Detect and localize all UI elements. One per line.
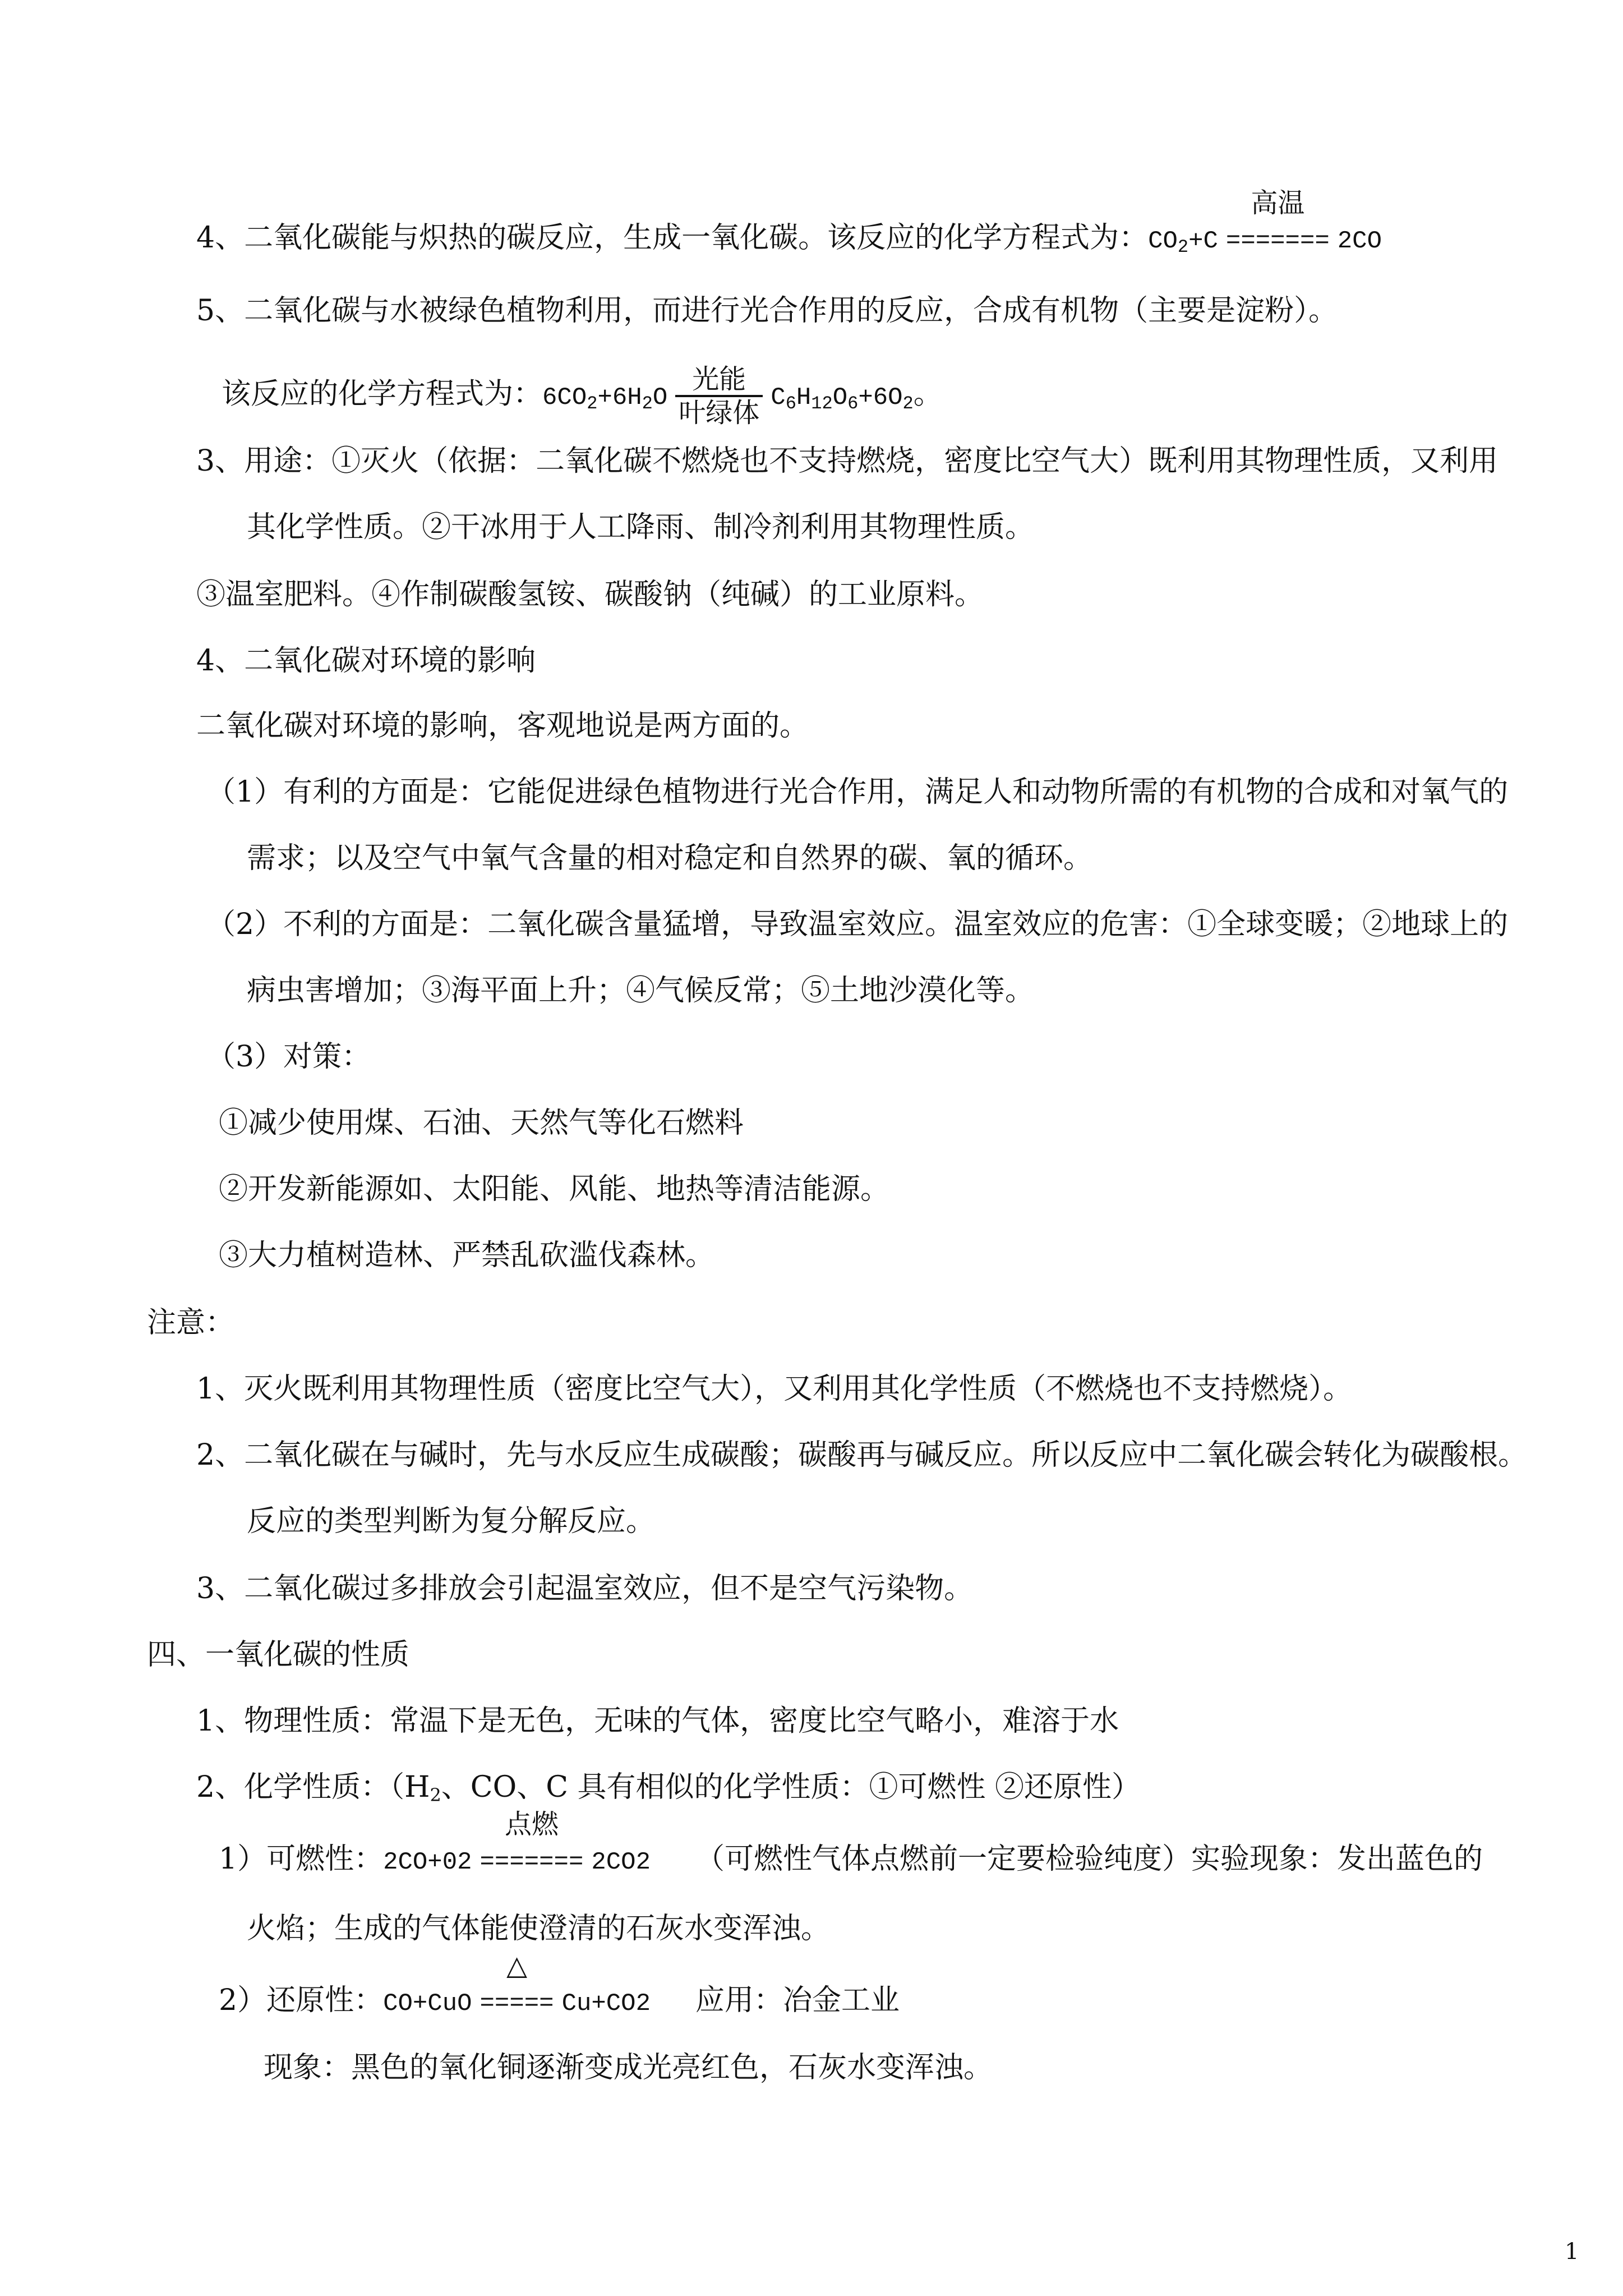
line-harm: （2）不利的方面是：二氧化碳含量猛增，导致温室效应。温室效应的危害：①全球变暖；②地球上的 bbox=[206, 908, 1509, 941]
line-note-2: 2、二氧化碳在与碱时，先与水反应生成碳酸；碳酸再与碱反应。所以反应中二氧化碳会转化为碳酸根。 bbox=[196, 1438, 1528, 1472]
formula-reactants: CO+CuO bbox=[383, 1990, 472, 2018]
line-note-2-cont: 反应的类型判断为复分解反应。 bbox=[247, 1504, 656, 1538]
heading-co-properties: 四、一氧化碳的性质 bbox=[147, 1638, 410, 1672]
formula-product: 2CO2 bbox=[591, 1848, 651, 1876]
line-uses: 3、用途：①灭火（依据：二氧化碳不燃烧也不支持燃烧，密度比空气大）既利用其物理性质，又利用 bbox=[196, 444, 1498, 478]
condition-top: 光能 bbox=[675, 364, 763, 397]
line-measure-3: ③大力植树造林、严禁乱砍滥伐森林。 bbox=[219, 1239, 715, 1272]
text: 、CO、C 具有相似的化学性质：①可燃性 ②还原性） bbox=[441, 1770, 1141, 1804]
text: 应用：冶金工业 bbox=[695, 1984, 900, 2017]
line-benefit-cont: 需求；以及空气中氧气含量的相对稳定和自然界的碳、氧的循环。 bbox=[247, 841, 1093, 875]
line-measure-2: ②开发新能源如、太阳能、风能、地热等清洁能源。 bbox=[219, 1172, 890, 1206]
line-chemical-properties bbox=[196, 1769, 1141, 1805]
line-note-1: 1、灭火既利用其物理性质（密度比空气大），又利用其化学性质（不燃烧也不支持燃烧）。 bbox=[196, 1372, 1353, 1406]
text: 该反应的化学方程式为： bbox=[222, 377, 543, 411]
reaction-condition-light bbox=[675, 364, 763, 429]
subscript-2: 2 bbox=[430, 1784, 441, 1806]
text: 。 bbox=[913, 377, 943, 411]
reaction-condition-heat bbox=[479, 1950, 554, 2022]
equals-bar: ===== bbox=[479, 1990, 554, 2018]
heading-notes: 注意： bbox=[147, 1306, 235, 1340]
line-phenomenon: 现象：黑色的氧化铜逐渐变成光亮红色，石灰水变浑浊。 bbox=[264, 2051, 993, 2085]
line-measure-1: ①减少使用煤、石油、天然气等化石燃料 bbox=[219, 1106, 744, 1140]
line-combustibility-cont: 火焰；生成的气体能使澄清的石灰水变浑浊。 bbox=[247, 1912, 831, 1945]
line-harm-cont: 病虫害增加；③海平面上升；④气候反常；⑤土地沙漠化等。 bbox=[247, 974, 1035, 1007]
line-countermeasures: （3）对策： bbox=[206, 1040, 371, 1074]
line-photosynthesis: 5、二氧化碳与水被绿色植物利用，而进行光合作用的反应，合成有机物（主要是淀粉）。 bbox=[196, 294, 1338, 328]
line-co2-carbon-reaction bbox=[196, 187, 1382, 259]
condition-label: 高温 bbox=[1251, 187, 1305, 219]
line-benefit: （1）有利的方面是：它能促进绿色植物进行光合作用，满足人和动物所需的有机物的合成和对氧气的 bbox=[206, 775, 1509, 809]
line-photosynthesis-equation bbox=[222, 364, 943, 429]
line-two-sides: 二氧化碳对环境的影响，客观地说是两方面的。 bbox=[196, 709, 809, 743]
formula-products: $C_6H_{12}O_6+6O_2$ bbox=[771, 383, 914, 414]
formula-reactants: $6CO_2+6H_2O$ bbox=[542, 383, 668, 414]
page-number: 1 bbox=[1565, 2239, 1579, 2265]
formula-reactants: 2CO+02 bbox=[383, 1848, 472, 1876]
text: 4、二氧化碳能与炽热的碳反应，生成一氧化碳。该反应的化学方程式为： bbox=[196, 221, 1149, 255]
line-reducibility bbox=[219, 1950, 900, 2022]
text: 2）还原性： bbox=[219, 1984, 384, 2017]
reaction-condition-ignite bbox=[479, 1809, 584, 1880]
line-combustibility bbox=[219, 1809, 1483, 1880]
line-uses-cont: 其化学性质。②干冰用于人工降雨、制冷剂利用其物理性质。 bbox=[247, 510, 1035, 544]
text: （可燃性气体点燃前一定要检验纯度）实验现象：发出蓝色的 bbox=[695, 1842, 1483, 1876]
text: 2、化学性质：（H bbox=[196, 1770, 430, 1804]
line-physical-properties: 1、物理性质：常温下是无色，无味的气体，密度比空气略小，难溶于水 bbox=[196, 1704, 1119, 1738]
line-note-3: 3、二氧化碳过多排放会引起温室效应，但不是空气污染物。 bbox=[196, 1572, 974, 1605]
formula-co2-c: $CO_2+C$ bbox=[1148, 227, 1218, 257]
condition-bottom: 叶绿体 bbox=[679, 397, 760, 429]
text: 1）可燃性： bbox=[219, 1842, 384, 1876]
equals-bar: ======= bbox=[1225, 227, 1330, 255]
reaction-condition-high-temp bbox=[1225, 187, 1330, 259]
condition-label: △ bbox=[506, 1950, 527, 1981]
line-uses-cont2: ③温室肥料。④作制碳酸氢铵、碳酸钠（纯碱）的工业原料。 bbox=[196, 578, 984, 611]
equals-bar: ======= bbox=[479, 1848, 584, 1876]
condition-label: 点燃 bbox=[504, 1809, 559, 1840]
heading-environment-impact: 4、二氧化碳对环境的影响 bbox=[196, 644, 536, 678]
formula-product: 2CO bbox=[1337, 227, 1382, 255]
formula-product: Cu+CO2 bbox=[561, 1990, 651, 2018]
